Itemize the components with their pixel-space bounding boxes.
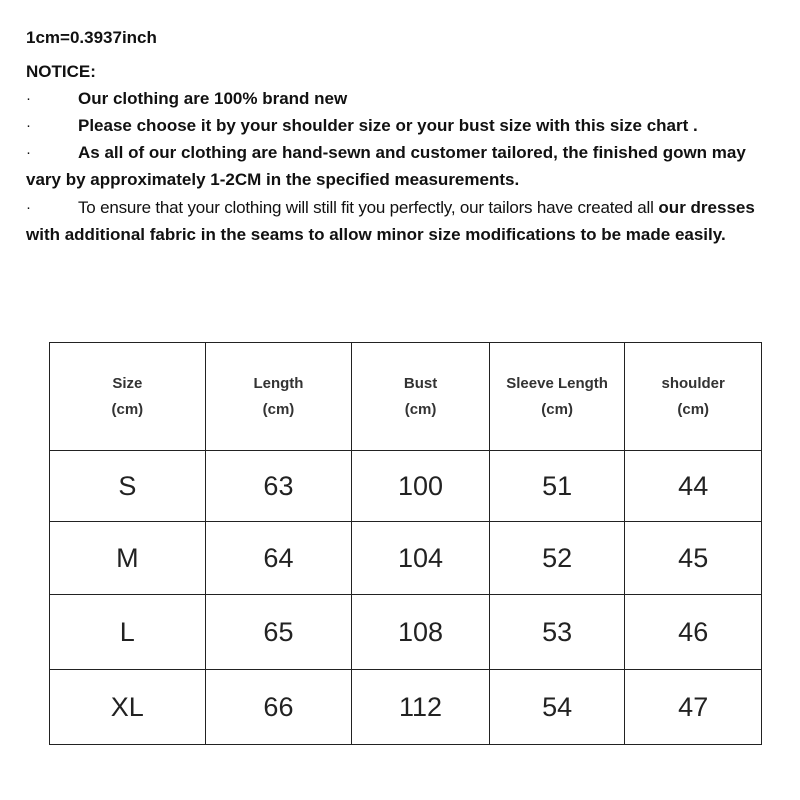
header-label: Length [253, 374, 304, 392]
cell-size: L [50, 595, 206, 670]
cell-bust: 100 [352, 451, 490, 522]
header-unit: (cm) [404, 400, 437, 418]
cell-sleeve-length: 53 [489, 595, 625, 670]
header-unit: (cm) [541, 400, 573, 418]
cell-size: M [50, 522, 206, 595]
bullet-icon: · [26, 144, 31, 161]
cell-bust: 104 [352, 522, 490, 595]
table-row [50, 595, 762, 670]
notice-item-text: As all of our clothing are hand-sewn and customer tailored, the finished gown may vary by approximately 1-2CM in the specified measurements. [26, 143, 746, 189]
cell-size: S [50, 451, 206, 522]
header-label: shoulder [661, 374, 725, 392]
cell-shoulder: 45 [625, 522, 762, 595]
cell-bust: 112 [352, 670, 490, 745]
cell-length: 65 [205, 595, 352, 670]
header-label: Bust [403, 374, 438, 392]
cell-sleeve-length: 52 [489, 522, 625, 595]
cell-shoulder: 44 [625, 451, 762, 522]
bullet-icon: · [26, 117, 31, 134]
notice-item [26, 112, 766, 139]
notice-section [26, 24, 766, 248]
table-row [50, 522, 762, 595]
notice-item-text: Please choose it by your shoulder size or your bust size with this size chart . [78, 116, 698, 135]
notice-item [26, 139, 766, 193]
table-header-row [50, 343, 762, 451]
cell-bust: 108 [352, 595, 490, 670]
cell-shoulder: 46 [625, 595, 762, 670]
header-cell-size [50, 343, 206, 451]
notice-item-text-lead: To ensure that your clothing will still fit you perfectly, our tailors have created all [78, 198, 654, 217]
cell-size: XL [50, 670, 206, 745]
cell-length: 66 [205, 670, 352, 745]
bullet-icon: · [26, 90, 31, 107]
table-row [50, 670, 762, 745]
notice-item-text: Our clothing are 100% brand new [78, 89, 348, 108]
size-chart-table [49, 342, 762, 745]
header-label: Size [112, 374, 143, 392]
header-label: Sleeve Length [506, 374, 608, 392]
cell-sleeve-length: 54 [489, 670, 625, 745]
notice-item [26, 85, 766, 112]
cell-shoulder: 47 [625, 670, 762, 745]
header-cell-length [205, 343, 352, 451]
header-cell-sleeve-length [489, 343, 625, 451]
table-row [50, 451, 762, 522]
bullet-icon: · [26, 199, 31, 216]
header-unit: (cm) [677, 400, 710, 418]
header-unit: (cm) [262, 400, 295, 418]
notice-item [26, 194, 766, 248]
notice-heading: NOTICE: [26, 62, 96, 81]
cell-sleeve-length: 51 [489, 451, 625, 522]
header-cell-shoulder [625, 343, 762, 451]
header-cell-bust [352, 343, 490, 451]
notice-item-text-rest: our dresses with additional fabric in the seams to allow minor size modifications to be made easily. [26, 198, 755, 244]
unit-conversion: 1cm=0.3937inch [26, 28, 157, 47]
cell-length: 63 [205, 451, 352, 522]
cell-length: 64 [205, 522, 352, 595]
header-unit: (cm) [111, 400, 144, 418]
